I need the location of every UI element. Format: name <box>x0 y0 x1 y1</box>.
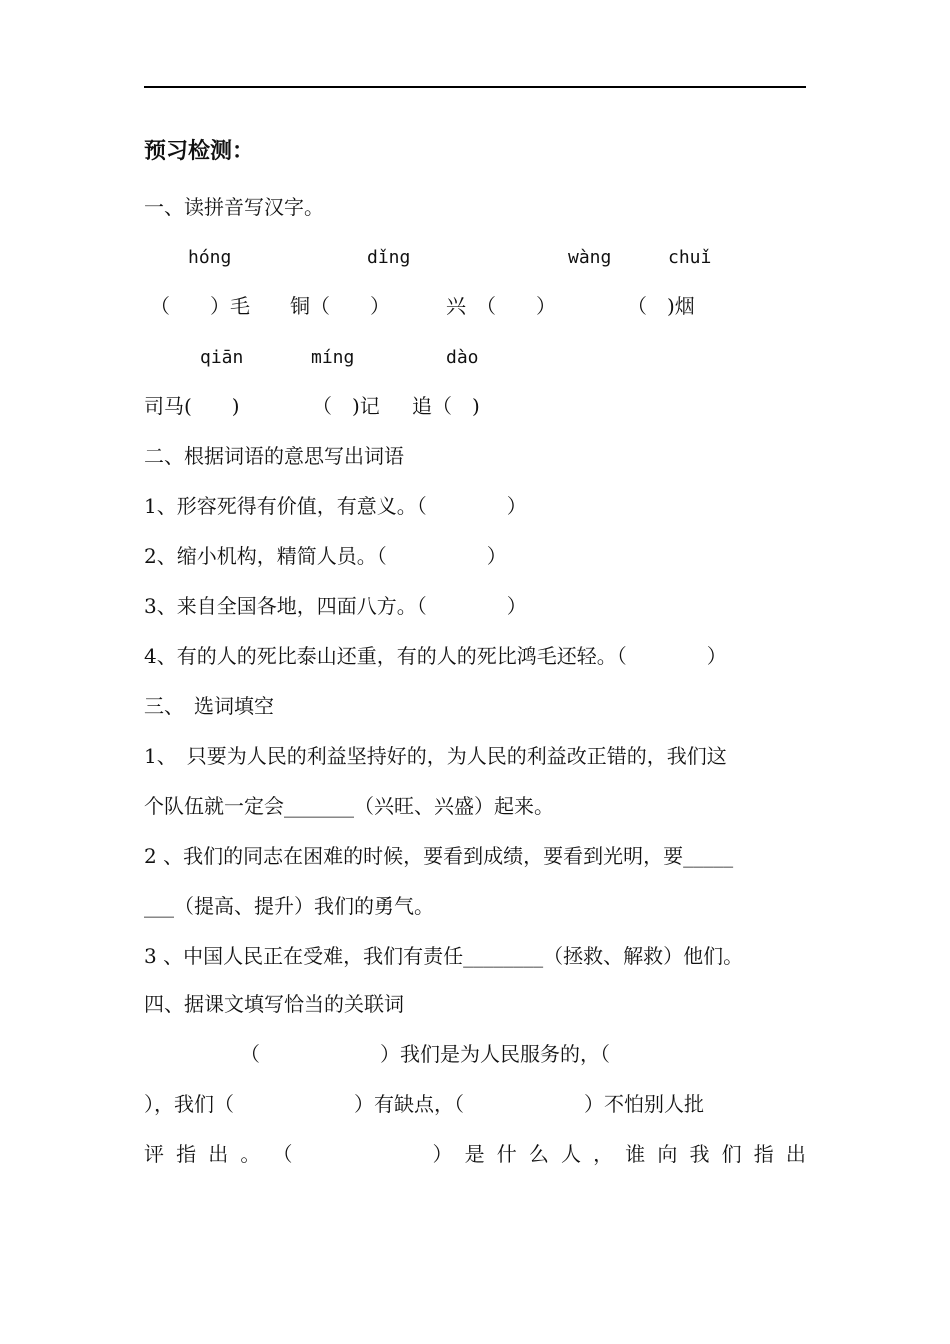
fill-blank-xing: 兴 （ ） <box>446 294 556 318</box>
pinyin-ding: dǐng <box>367 247 411 268</box>
char: 出 <box>785 1142 806 1166</box>
section3-q2-line1: 2 、我们的同志在困难的时候，要看到成绩，要看到光明，要_____ <box>144 844 734 868</box>
char: ， <box>593 1142 614 1166</box>
char: 。 <box>240 1142 261 1166</box>
char: 们 <box>721 1142 742 1166</box>
fill-blank-mao: （ ）毛 <box>150 294 250 318</box>
char: 指 <box>753 1142 774 1166</box>
char: 向 <box>657 1142 678 1166</box>
char: 指 <box>176 1142 197 1166</box>
section1-heading: 一、读拼音写汉字。 <box>144 195 324 219</box>
char: 我 <box>689 1142 710 1166</box>
section2-item-1: 1、形容死得有价值，有意义。（ ） <box>144 494 527 518</box>
section2-heading: 二、根据词语的意思写出词语 <box>144 444 404 468</box>
section2-item-3: 3、来自全国各地，四面八方。（ ） <box>144 594 527 618</box>
section3-q1-line2: 个队伍就一定会_______（兴旺、兴盛）起来。 <box>144 794 554 818</box>
section4-heading: 四、据课文填写恰当的关联词 <box>144 992 404 1016</box>
pinyin-qian: qiān <box>200 347 244 368</box>
blank: （ ） <box>272 1142 453 1166</box>
char: 么 <box>528 1142 549 1166</box>
char: 是 <box>464 1142 485 1166</box>
pinyin-hong: hóng <box>188 247 232 268</box>
section3-q2-line2: ___（提高、提升）我们的勇气。 <box>144 894 434 918</box>
pinyin-wang: wàng <box>568 247 612 268</box>
section2-item-2: 2、缩小机构，精简人员。（ ） <box>144 544 507 568</box>
char: 什 <box>496 1142 517 1166</box>
section3-q1-line1: 1、 只要为人民的利益坚持好的，为人民的利益改正错的，我们这 <box>144 744 727 768</box>
section4-line1: （ ）我们是为人民服务的，（ <box>240 1042 610 1066</box>
pinyin-dao: dào <box>446 347 479 368</box>
char: 人 <box>561 1142 581 1166</box>
section4-line2: ），我们（ ）有缺点，（ ）不怕别人批 <box>144 1092 704 1116</box>
page-title: 预习检测： <box>144 139 255 164</box>
section2-item-4: 4、有的人的死比泰山还重，有的人的死比鸿毛还轻。（ ） <box>144 644 727 668</box>
pinyin-chui: chuǐ <box>668 247 712 268</box>
char: 谁 <box>625 1142 646 1166</box>
fill-blank-sima: 司马( ) <box>144 394 240 418</box>
pinyin-ming: míng <box>311 347 355 368</box>
top-rule <box>144 86 806 88</box>
fill-blank-yan: （ )烟 <box>627 294 695 318</box>
fill-blank-zhui: 追（ ) <box>412 394 480 418</box>
char: 出 <box>208 1142 229 1166</box>
fill-blank-tong: 铜（ ） <box>290 294 390 318</box>
section3-heading: 三、 选词填空 <box>144 694 274 718</box>
char: 评 <box>144 1142 164 1166</box>
section3-q3-line1: 3 、中国人民正在受难，我们有责任________（拯救、解救）他们。 <box>144 944 744 968</box>
fill-blank-ji: （ )记 <box>312 394 380 418</box>
section4-line3 <box>144 1142 806 1166</box>
